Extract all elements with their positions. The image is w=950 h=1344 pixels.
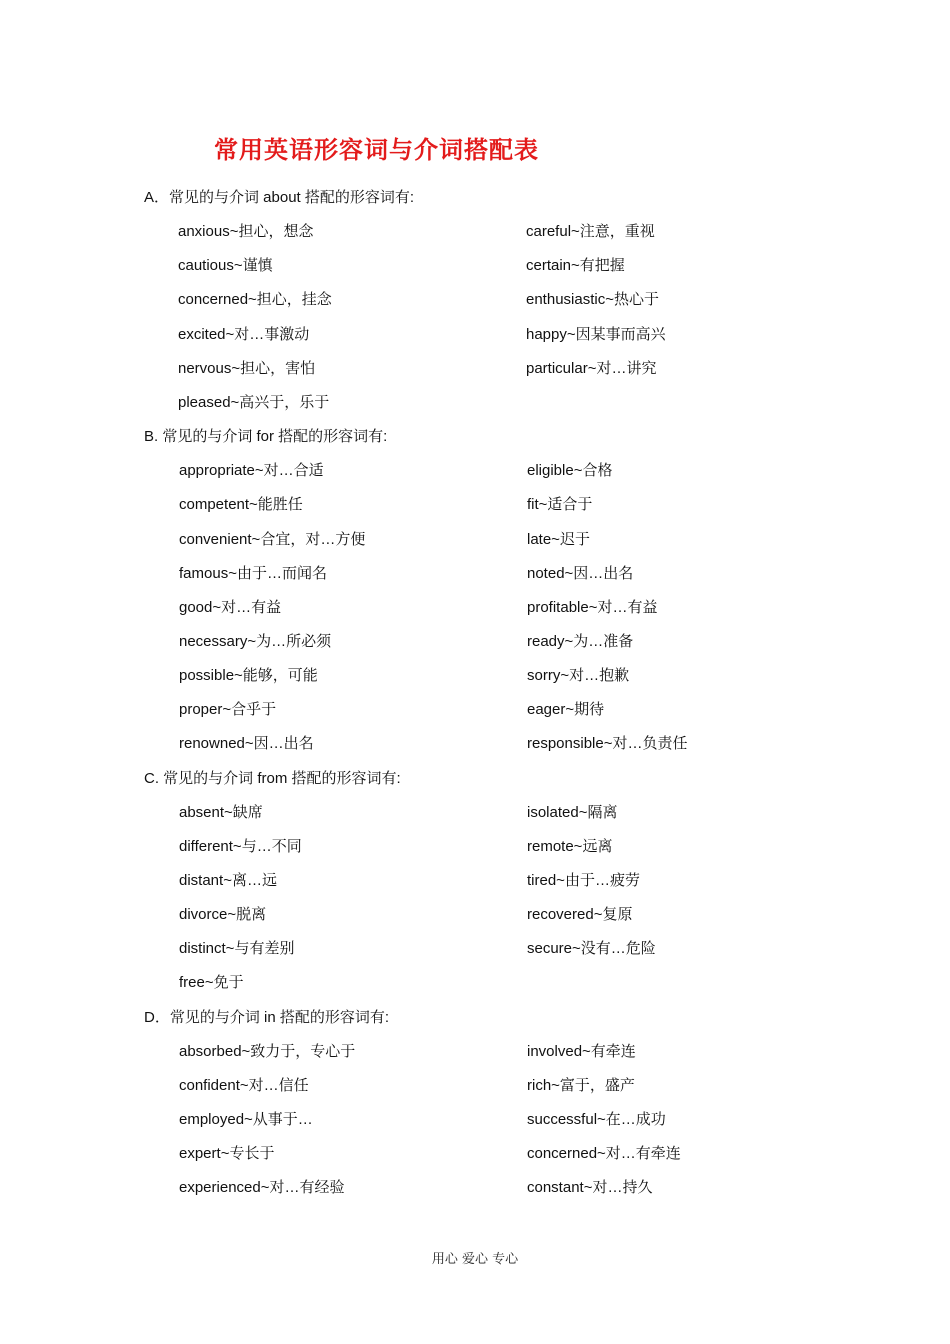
entry-right: concerned~对…有牵连 <box>527 1145 681 1163</box>
entry-right: enthusiastic~热心于 <box>526 291 659 309</box>
section-heading: D．常见的与介词 in 搭配的形容词有: <box>144 1008 390 1026</box>
entry-left: nervous~担心，害怕 <box>178 359 316 377</box>
entry-right: profitable~对…有益 <box>527 598 658 616</box>
entry-right: sorry~对…抱歉 <box>527 667 630 685</box>
entry-left: appropriate~对…合适 <box>179 462 324 480</box>
entry-left: concerned~担心，挂念 <box>178 291 332 309</box>
entry-right: isolated~隔离 <box>527 803 618 821</box>
entry-left: employed~从事于… <box>179 1111 313 1129</box>
section-heading: C. 常见的与介词 from 搭配的形容词有: <box>144 769 401 787</box>
entry-left: experienced~对…有经验 <box>179 1179 345 1197</box>
section-heading: B. 常见的与介词 for 搭配的形容词有: <box>144 428 388 446</box>
entry-right: successful~在…成功 <box>527 1111 666 1129</box>
entry-right: noted~因…出名 <box>527 564 634 582</box>
entry-left: convenient~合宜，对…方便 <box>179 530 366 548</box>
entry-left: excited~对…事激动 <box>178 325 310 343</box>
section-heading: A．常见的与介词 about 搭配的形容词有: <box>144 189 415 206</box>
entry-right: eligible~合格 <box>527 462 613 480</box>
entry-right: certain~有把握 <box>526 257 625 275</box>
entry-left: pleased~高兴于，乐于 <box>178 393 330 411</box>
entry-right: particular~对…讲究 <box>526 359 657 377</box>
entry-left: distinct~与有差别 <box>179 940 295 958</box>
entry-left: possible~能够，可能 <box>179 667 318 685</box>
page-footer: 用心 爱心 专心 <box>431 1252 519 1267</box>
entry-left: good~对…有益 <box>179 598 282 616</box>
entry-right: involved~有牵连 <box>527 1042 636 1060</box>
entry-right: tired~由于…疲劳 <box>527 872 640 889</box>
entry-right: constant~对…持久 <box>527 1179 653 1197</box>
entry-left: free~免于 <box>179 974 244 992</box>
entry-left: renowned~因…出名 <box>179 735 314 753</box>
document-title: 常用英语形容词与介词搭配表 <box>214 135 539 164</box>
entry-left: necessary~为…所必须 <box>179 632 332 650</box>
entry-right: happy~因某事而高兴 <box>526 325 666 343</box>
entry-left: absorbed~致力于，专心于 <box>179 1042 356 1060</box>
entry-right: rich~富于，盛产 <box>527 1076 635 1094</box>
entry-left: famous~由于…而闻名 <box>179 564 327 582</box>
entry-left: absent~缺席 <box>179 803 263 821</box>
entry-right: remote~远离 <box>527 837 613 855</box>
entry-left: expert~专长于 <box>179 1145 275 1163</box>
entry-left: different~与…不同 <box>179 837 302 855</box>
entry-left: cautious~谨慎 <box>178 257 273 275</box>
entry-left: confident~对…信任 <box>179 1076 309 1094</box>
entry-right: fit~适合于 <box>527 496 593 514</box>
entry-left: anxious~担心，想念 <box>178 223 314 241</box>
entry-right: late~迟于 <box>527 530 590 548</box>
entry-right: eager~期待 <box>527 701 605 719</box>
entry-left: divorce~脱离 <box>179 906 267 924</box>
entry-left: proper~合乎于 <box>179 701 277 719</box>
entry-left: distant~离…远 <box>179 872 277 889</box>
entry-right: responsible~对…负责任 <box>527 735 688 753</box>
entry-right: secure~没有…危险 <box>527 940 656 958</box>
entry-right: recovered~复原 <box>527 906 633 924</box>
entry-right: careful~注意，重视 <box>526 223 655 241</box>
entry-left: competent~能胜任 <box>179 496 303 514</box>
entry-right: ready~为…准备 <box>527 632 634 650</box>
